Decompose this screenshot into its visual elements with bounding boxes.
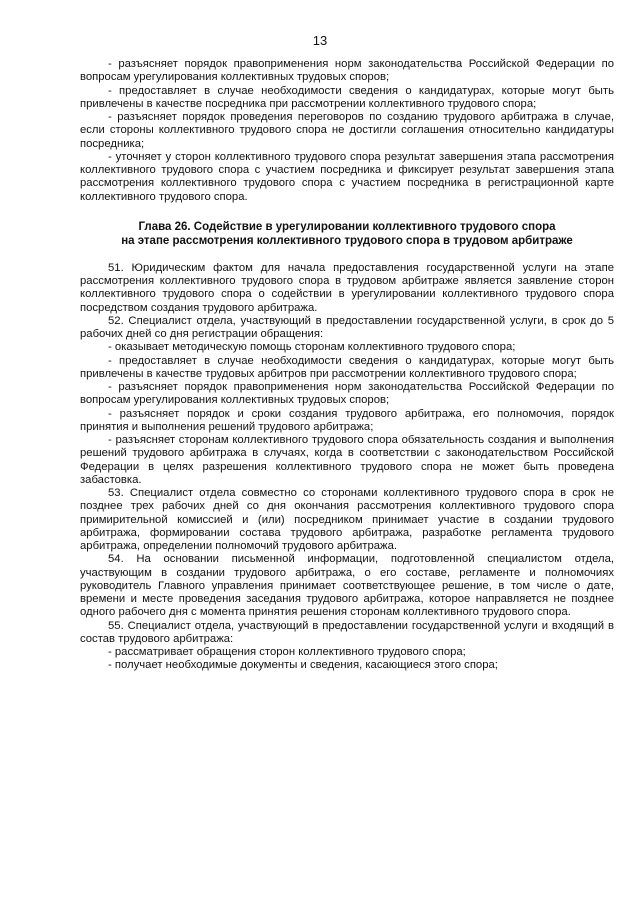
paragraph: - уточняет у сторон коллективного трудового спора результат завершения этапа рассмотрения коллективного трудового спора с участием посредника и фиксирует результат завершения этапа рассмотрения коллективного трудового спора с участием посредника в регистрационной карте коллективного трудового спора. (80, 150, 614, 203)
block-2 (80, 262, 614, 673)
paragraph: 54. На основании письменной информации, подготовленной специалистом отдела, участвующим в создании трудового арбитража, о его составе, регламенте и полномочиях руководитель Главного управления принимает соответствующее решение, в том числе о дате, времени и месте проведения заседания трудового арбитража, которое направляется не позднее одного рабочего дня с момента принятия решения сторонам коллективного трудового спора. (80, 553, 614, 619)
paragraph: - предоставляет в случае необходимости сведения о кандидатурах, которые могут быть привлечены в качестве посредника при рассмотрении коллективного трудового спора; (80, 84, 614, 110)
paragraph: - получает необходимые документы и сведения, касающиеся этого спора; (108, 659, 498, 672)
paragraph: - разъясняет порядок правоприменения норм законодательства Российской Федерации по вопросам урегулирования коллективных трудовых споров; (80, 381, 614, 407)
paragraph: - разъясняет сторонам коллективного трудового спора обязательность создания и выполнения решений трудового арбитража в случаях, когда в соответствии с законодательством Российской Федерации в целях разрешения коллективного трудового спора не может быть проведена забастовка. (80, 434, 614, 486)
block-1 (80, 58, 614, 204)
paragraph: - рассматривает обращения сторон коллективного трудового спора; (108, 646, 466, 658)
paragraph: 55. Специалист отдела, участвующий в предоставлении государственной услуги и входящий в состав трудового арбитража: (80, 619, 614, 645)
paragraph: - оказывает методическую помощь сторонам коллективного трудового спора; (108, 341, 516, 354)
paragraph: 52. Специалист отдела, участвующий в предоставлении государственной услуги, в срок до 5 рабочих дней со дня регистрации обращения: (80, 314, 614, 340)
page-content (80, 58, 614, 673)
paragraph: - разъясняет порядок и сроки создания трудового арбитража, его полномочия, порядок принятия и выполнения решений трудового арбитража; (80, 407, 614, 433)
paragraph: - предоставляет в случае необходимости сведения о кандидатурах, которые могут быть привлечены в качестве трудовых арбитров при рассмотрении коллективного трудового спора; (80, 354, 614, 380)
chapter-heading (80, 220, 614, 248)
chapter-heading-line-2: на этапе рассмотрения коллективного трудового спора в трудовом арбитраже (121, 234, 573, 247)
paragraph: 51. Юридическим фактом для начала предоставления государственной услуги на этапе рассмотрения коллективного трудового спора в трудовом арбитраже является заявление сторон коллективного трудового спора о содействии в урегулировании коллективного трудового спора посредством создания трудового арбитража. (80, 261, 614, 314)
paragraph: - разъясняет порядок проведения переговоров по созданию трудового арбитража в случае, если стороны коллективного трудового спора не достигли соглашения относительно кандидатуры посредника; (80, 111, 614, 150)
paragraph: 53. Специалист отдела совместно со сторонами коллективного трудового спора в срок не позднее трех рабочих дней со дня окончания рассмотрения коллективного трудового спора примирительной комиссией и (или) посредником принимает участие в создании трудового арбитража, формировании состава трудового арбитража, разработке регламента трудового арбитража, определении полномочий трудового арбитража. (80, 487, 614, 552)
paragraph: - разъясняет порядок правоприменения норм законодательства Российской Федерации по вопросам урегулирования коллективных трудовых споров; (80, 58, 614, 84)
page-number: 13 (312, 33, 328, 48)
chapter-heading-line-1: Глава 26. Содействие в урегулировании коллективного трудового спора (138, 220, 556, 233)
